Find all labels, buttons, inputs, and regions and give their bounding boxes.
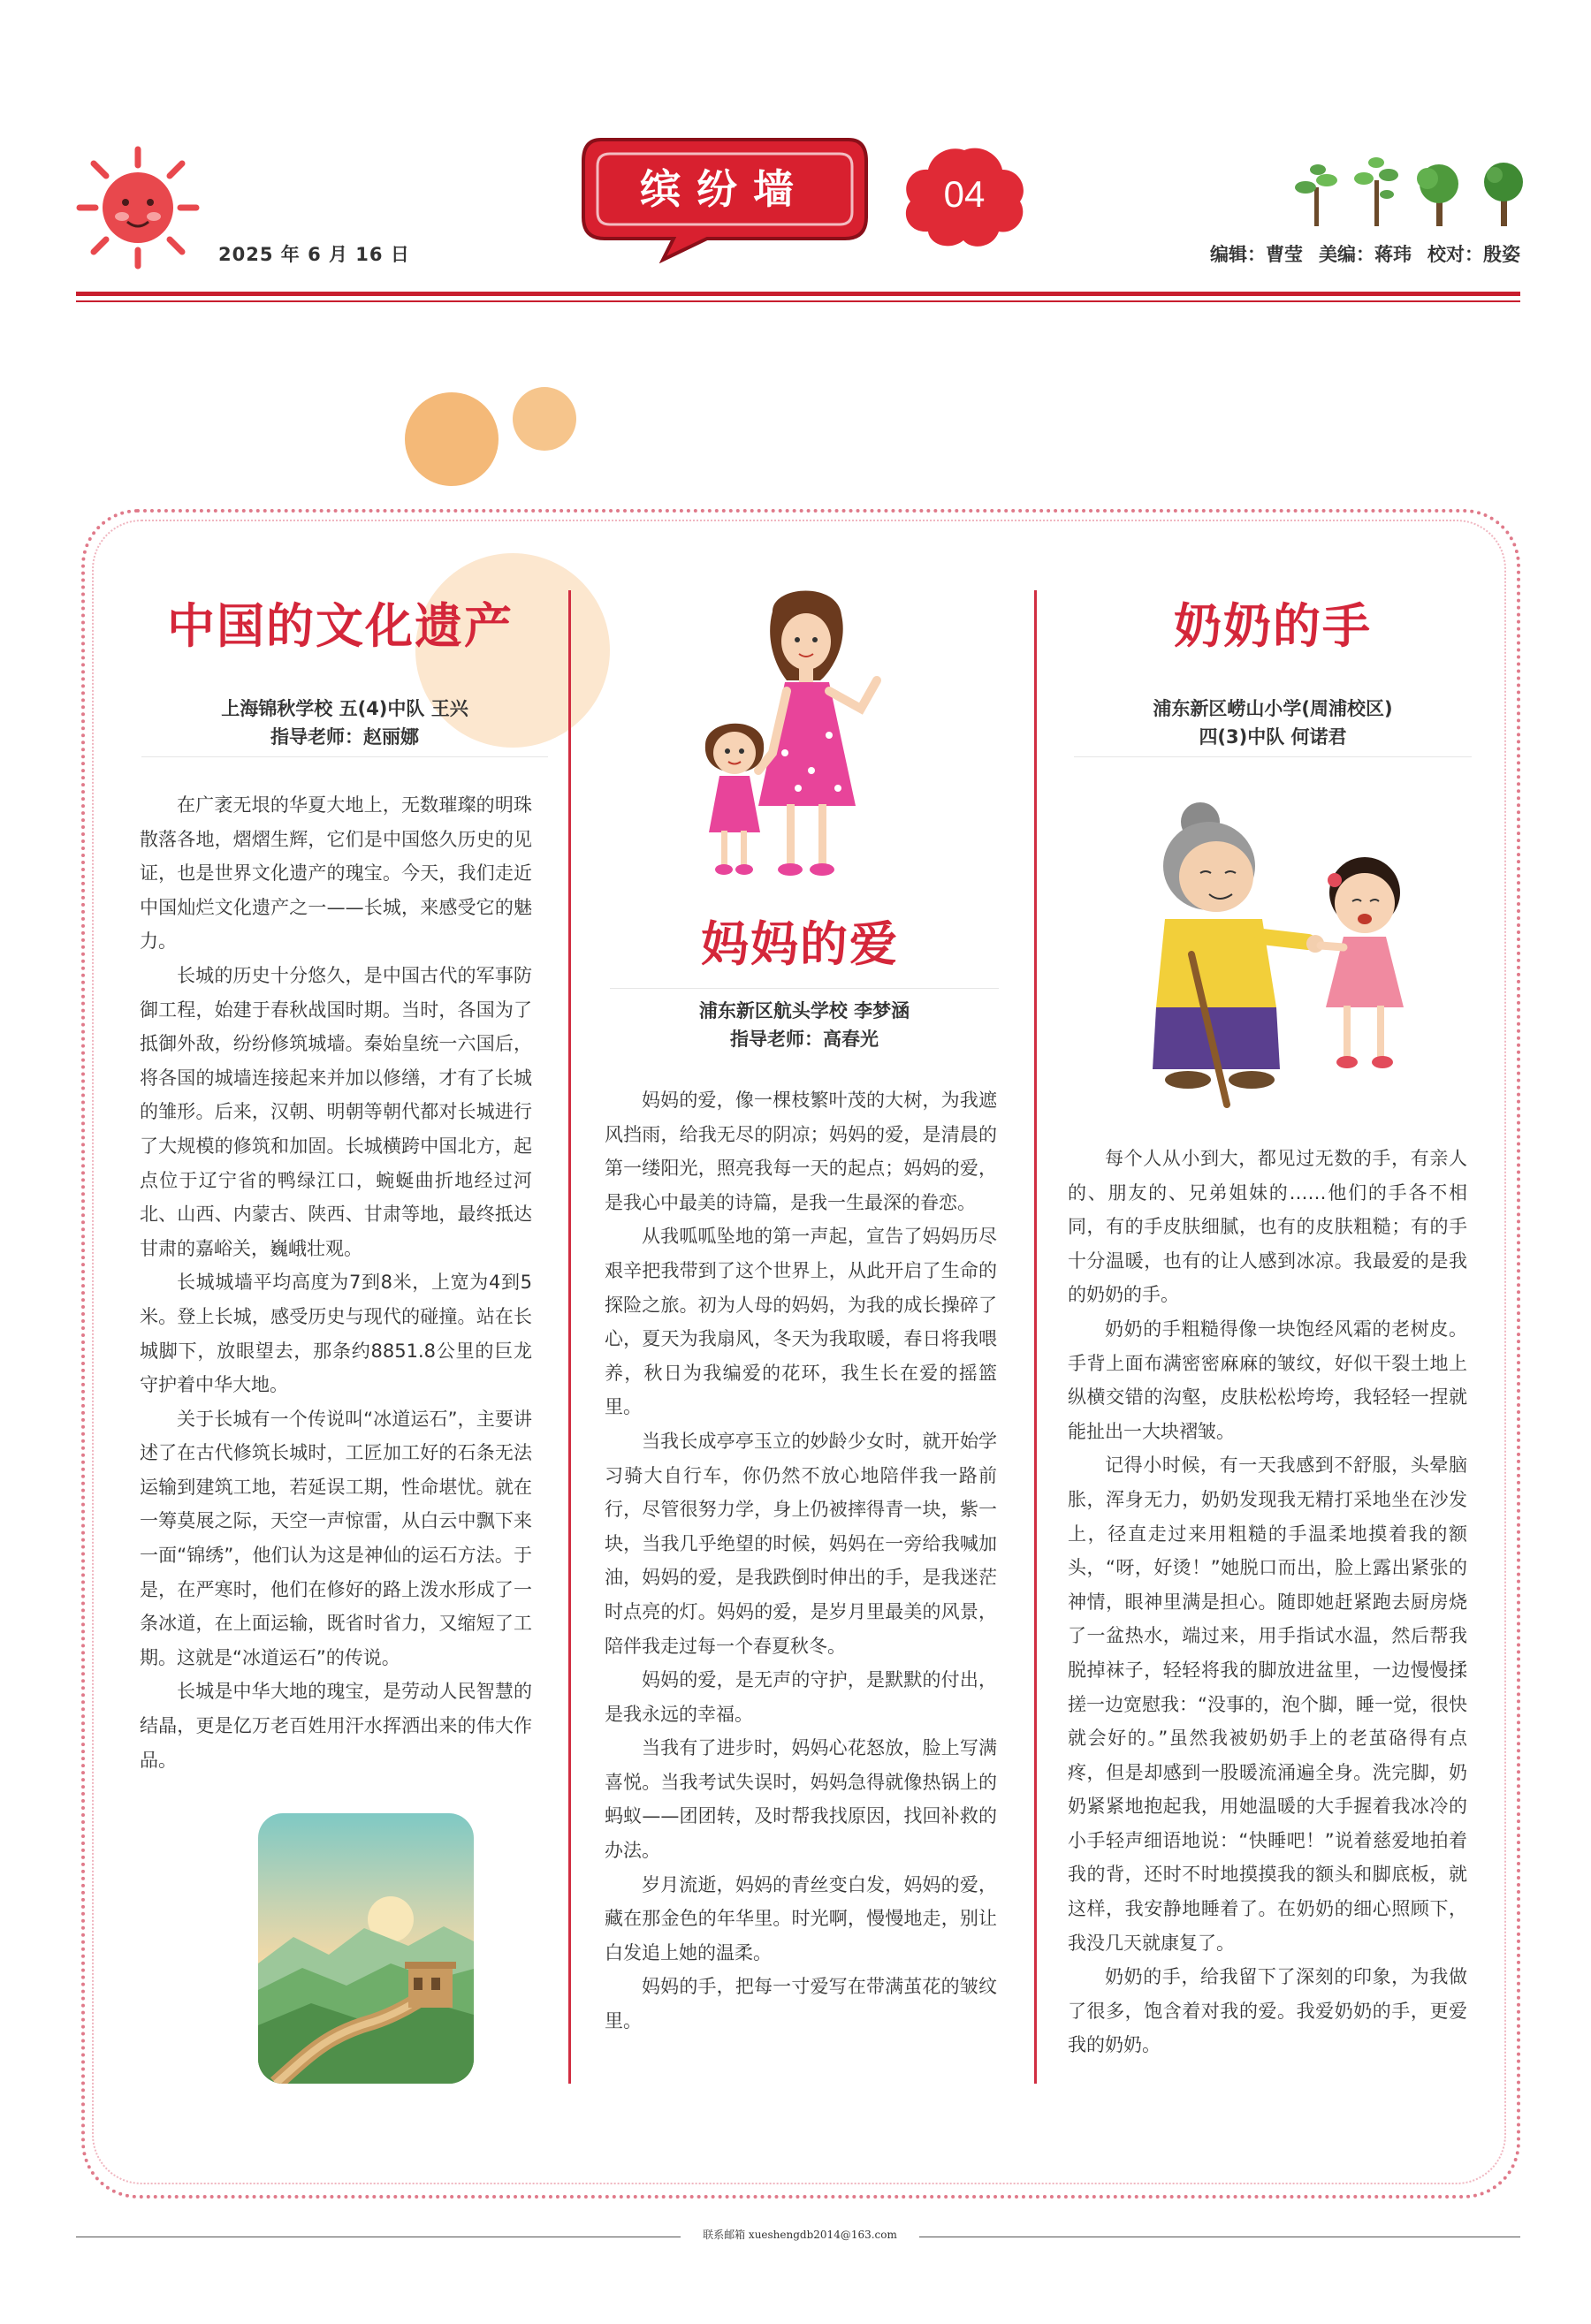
credit-proofreader: 校对：殷姿 [1427, 244, 1520, 265]
paragraph: 妈妈的爱，是无声的守护，是默默的付出，是我永远的幸福。 [605, 1669, 997, 1725]
paragraph: 岁月流逝，妈妈的青丝变白发，妈妈的爱，藏在那金色的年华里。时光啊，慢慢地走，别让白发追上她的温柔。 [605, 1873, 997, 1963]
article-title: 中国的文化遗产 [167, 598, 514, 654]
paragraph: 关于长城有一个传说叫“冰道运石”，主要讲述了在古代修筑长城时，工匠加工好的石条无法运输到建筑工地，若延误工期，性命堪忧。就在一筹莫展之际，天空一声惊雷，从白云中飘下来一面“锦绣”，他们认为这是神仙的运石方法。于是，在严寒时，他们在修好的路上泼水形成了一条冰道，在上面运输，既省时省力，又缩短了工期。这就是“冰道运石”的传说。 [140, 1408, 532, 1668]
paragraph: 妈妈的手，把每一寸爱写在带满茧花的皱纹里。 [605, 1976, 997, 2032]
byline-teacher: 指导老师：赵丽娜 [270, 726, 419, 748]
article-byline [610, 997, 999, 1053]
column-divider [568, 590, 571, 2084]
paragraph: 奶奶的手粗糙得像一块饱经风霜的老树皮。手背上面布满密密麻麻的皱纹，好似干裂土地上纵横交错的沟壑，皮肤松松垮垮，我轻轻一捏就能扯出一大块褶皱。 [1068, 1318, 1467, 1442]
byline-teacher: 指导老师：高春光 [730, 1029, 879, 1050]
paragraph: 每个人从小到大，都见过无数的手，有亲人的、朋友的、兄弟姐妹的……他们的手各不相同，有的手皮肤细腻，也有的皮肤粗糙；有的手十分温暖，也有的让人感到冰凉。我最爱的是我的奶奶的手。 [1068, 1148, 1467, 1306]
article-body [605, 1083, 997, 2039]
sun-icon [76, 146, 200, 270]
paragraph: 在广袤无垠的华夏大地上，无数璀璨的明珠散落各地，熠熠生辉，它们是中国悠久历史的见证，也是世界文化遗产的瑰宝。今天，我们走近中国灿烂文化遗产之一——长城，来感受它的魅力。 [140, 794, 532, 953]
article-body [1068, 1142, 1467, 2062]
column-title: 缤纷墙 [640, 165, 810, 213]
article-byline [141, 695, 548, 751]
editor-credits [1149, 240, 1520, 267]
byline-rule [610, 988, 999, 989]
byline-school: 浦东新区崂山小学(周浦校区) [1153, 698, 1393, 719]
issue-date: 2025 年 6 月 16 日 [218, 244, 410, 265]
byline-author: 四(3)中队 何诺君 [1199, 726, 1347, 748]
paragraph: 长城是中华大地的瑰宝，是劳动人民智慧的结晶，更是亿万老百姓用汗水挥洒出来的伟大作品。 [140, 1681, 532, 1771]
paragraph: 记得小时候，有一天我感到不舒服，头晕脑胀，浑身无力，奶奶发现我无精打采地坐在沙发上，径直走过来用粗糙的手温柔地摸着我的额头，“呀，好烫！”她脱口而出，脸上露出紧张的神情，眼神里满是担心。随即她赶紧跑去厨房烧了一盆热水，端过来，用手指试水温，然后帮我脱掉袜子，轻轻将我的脚放进盆里，一边慢慢揉搓一边宽慰我：“没事的，泡个脚，睡一觉，很快就会好的。”虽然我被奶奶手上的老茧硌得有点疼，但是却感到一股暖流涌遍全身。洗完脚，奶奶紧紧地抱起我，用她温暖的大手握着我冰冷的小手轻声细语地说：“快睡吧！”说着慈爱地拍着我的背，还时不时地摸摸我的额头和脚底板，就这样，我安静地睡着了。在奶奶的细心照顾下，我没几天就康复了。 [1068, 1454, 1467, 1954]
paragraph: 长城城墙平均高度为7到8米，上宽为4到5米。登上长城，感受历史与现代的碰撞。站在长城脚下，放眼望去，那条约8851.8公里的巨龙守护着中华大地。 [140, 1272, 532, 1396]
decor-circle [405, 392, 499, 486]
mother-daughter-illustration [688, 576, 917, 894]
article-body [140, 788, 532, 1777]
tree-icon [1295, 152, 1529, 232]
byline-rule [1074, 756, 1472, 757]
paragraph: 从我呱呱坠地的第一声起，宣告了妈妈历尽艰辛把我带到了这个世界上，从此开启了生命的探险之旅。初为人母的妈妈，为我的成长操碎了心，夏天为我扇风，冬天为我取暖，春日将我喂养，秋日为我编爱的花环，我生长在爱的摇篮里。 [605, 1226, 997, 1418]
byline-author: 上海锦秋学校 五(4)中队 王兴 [221, 698, 468, 719]
paragraph: 奶奶的手，给我留下了深刻的印象，为我做了很多，饱含着对我的爱。我爱奶奶的手，更爱我的奶奶。 [1068, 1966, 1467, 2056]
article-title: 奶奶的手 [1174, 598, 1372, 654]
page-number: 04 [943, 173, 986, 215]
paragraph: 当我有了进步时，妈妈心花怒放，脸上写满喜悦。当我考试失误时，妈妈急得就像热锅上的蚂蚁——团团转，及时帮我找原因，找回补救的办法。 [605, 1737, 997, 1862]
grandmother-girl-illustration [1103, 786, 1439, 1122]
credit-editor: 编辑：曹莹 [1210, 244, 1303, 265]
article-title: 妈妈的爱 [701, 916, 899, 972]
header-rule-thin [76, 300, 1520, 302]
byline-author: 浦东新区航头学校 李梦涵 [698, 1000, 910, 1021]
article-byline [1074, 695, 1472, 751]
header-rule [76, 292, 1520, 296]
paragraph: 长城的历史十分悠久，是中国古代的军事防御工程，始建于春秋战国时期。当时，各国为了抵御外敌，纷纷修筑城墙。秦始皇统一六国后，将各国的城墙连接起来并加以修缮，才有了长城的雏形。后来，汉朝、明朝等朝代都对长城进行了大规模的修筑和加固。长城横跨中国北方，起点位于辽宁省的鸭绿江口，蜿蜒曲折地经过河北、山西、内蒙古、陕西、甘肃等地，最终抵达甘肃的嘉峪关，巍峨壮观。 [140, 964, 532, 1259]
great-wall-illustration [258, 1813, 474, 2084]
column-divider [1034, 590, 1037, 2084]
contact-email: 联系邮箱 xueshengdb2014@163.com [681, 2227, 919, 2242]
credit-art-editor: 美编：蒋玮 [1319, 244, 1412, 265]
paragraph: 妈妈的爱，像一棵枝繁叶茂的大树，为我遮风挡雨，给我无尽的阴凉；妈妈的爱，是清晨的第一缕阳光，照亮我每一天的起点；妈妈的爱，是我心中最美的诗篇，是我一生最深的眷恋。 [605, 1090, 997, 1213]
paragraph: 当我长成亭亭玉立的妙龄少女时，就开始学习骑大自行车，你仍然不放心地陪伴我一路前行，尽管很努力学，身上仍被摔得青一块，紫一块，当我几乎绝望的时候，妈妈在一旁给我喊加油，妈妈的爱，是我跌倒时伸出的手，是我迷茫时点亮的灯。妈妈的爱，是岁月里最美的风景，陪伴我走过每一个春夏秋冬。 [605, 1430, 997, 1657]
decor-circle [513, 387, 576, 451]
byline-rule [141, 756, 548, 757]
